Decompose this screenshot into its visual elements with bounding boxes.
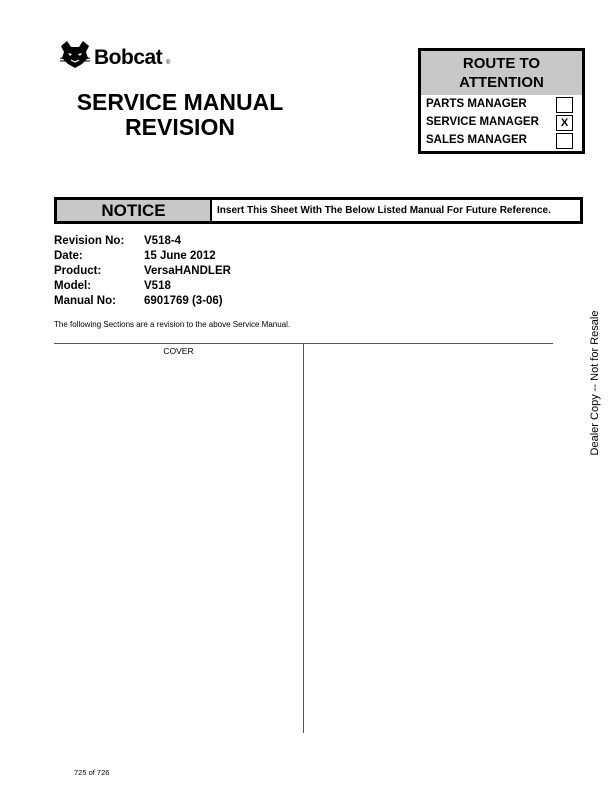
route-label: PARTS MANAGER [426,98,527,110]
info-key: Product: [54,265,102,277]
table-column-divider [303,343,304,733]
bobcat-head-icon [58,38,92,72]
title-line-2: REVISION [125,114,235,140]
side-watermark [587,310,603,456]
route-row-sales-manager [421,131,582,149]
logo-trademark: ® [166,60,171,66]
route-to-attention-box [418,48,585,154]
route-label: SERVICE MANAGER [426,116,539,128]
info-value: V518 [144,280,171,292]
info-value: VersaHANDLER [144,265,231,277]
notice-label: NOTICE [57,200,212,221]
route-row-parts-manager [421,95,582,113]
info-key: Date: [54,250,83,262]
notice-text: Insert This Sheet With The Below Listed Manual For Future Reference. [217,205,551,216]
info-key: Revision No: [54,235,125,247]
info-value: V518-4 [144,235,182,247]
info-value: 15 June 2012 [144,250,216,262]
side-watermark-text: Dealer Copy -- Not for Resale [589,310,601,456]
intro-text: The following Sections are a revision to the above Service Manual. [54,320,291,329]
route-checkbox[interactable] [556,133,573,149]
logo-wordmark: Bobcat [94,46,163,69]
route-row-service-manager [421,113,582,131]
route-heading [421,51,582,95]
info-value: 6901769 (3-06) [144,295,223,307]
route-heading-line-2: ATTENTION [459,74,544,91]
route-checkbox[interactable] [556,97,573,113]
page-title [60,90,300,140]
notice-bar [54,197,583,224]
route-checkbox[interactable]: X [556,115,573,131]
section-item-cover: COVER [163,346,194,356]
page-number: 725 of 726 [74,768,110,777]
route-heading-line-1: ROUTE TO [462,55,541,72]
info-key: Model: [54,280,92,292]
info-key: Manual No: [54,295,116,307]
title-line-1: SERVICE MANUAL [76,89,284,115]
route-label: SALES MANAGER [426,134,527,146]
bobcat-logo [58,38,188,74]
